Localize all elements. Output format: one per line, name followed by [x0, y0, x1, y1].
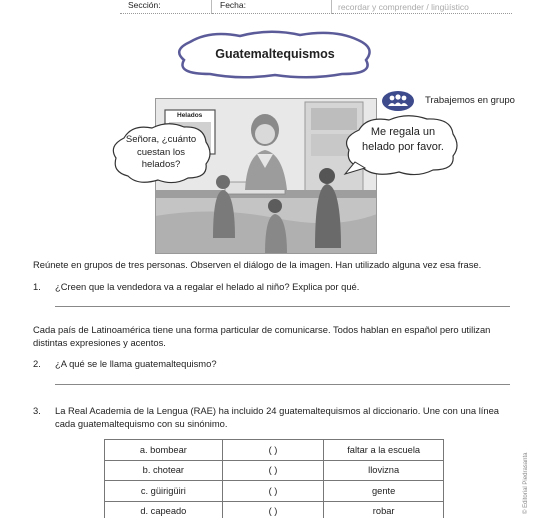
synonym-cell: faltar a la escuela — [324, 440, 444, 461]
bubble-child-text — [116, 134, 206, 172]
date-label: Fecha: — [220, 0, 246, 10]
answer-blank[interactable]: ( ) — [222, 460, 324, 481]
question-3-number: 3. — [33, 405, 41, 416]
question-1-number: 1. — [33, 281, 41, 292]
question-2-answer-line[interactable] — [55, 384, 510, 385]
table-row — [105, 440, 444, 461]
speech-bubble-child — [110, 120, 214, 190]
table-row — [105, 481, 444, 502]
question-1-text: ¿Creen que la vendedora va a regalar el helado al niño? Explica por qué. — [55, 281, 360, 292]
term-cell: a. bombear — [105, 440, 223, 461]
paragraph-line: distintas expresiones y acentos. — [33, 336, 166, 348]
term-cell: b. chotear — [105, 460, 223, 481]
bubble-child-line: helados? — [141, 159, 181, 170]
bubble-child-line: cuestan los — [136, 146, 186, 158]
title-cloud — [170, 28, 380, 80]
term-cell: c. güirigüiri — [105, 481, 223, 502]
speech-bubble-boy — [343, 112, 461, 182]
shop-sign-text: Helados — [177, 112, 203, 119]
question-3-line: cada guatemaltequismo con su sinónimo. — [55, 417, 228, 429]
table-row — [105, 501, 444, 518]
question-1-answer-line[interactable] — [55, 306, 510, 307]
date-field[interactable] — [212, 0, 332, 14]
term-cell: d. capeado — [105, 501, 223, 518]
question-2-text: ¿A qué se le llama guatemaltequismo? — [55, 358, 217, 369]
bubble-boy-line: helado por favor. — [362, 141, 444, 153]
competency-text: recordar y comprender / lingüístico — [338, 2, 469, 12]
synonym-cell: gente — [324, 481, 444, 502]
bubble-child-line: Señora, ¿cuánto — [125, 134, 197, 145]
synonym-cell: llovizna — [324, 460, 444, 481]
bubble-boy-line: Me regala un — [370, 126, 436, 138]
section-label: Sección: — [128, 0, 161, 10]
question-2-number: 2. — [33, 358, 41, 369]
group-work-label: Trabajemos en grupo — [425, 95, 515, 106]
page-title: Guatemaltequismos — [215, 47, 335, 61]
intro-instruction: Reúnete en grupos de tres personas. Observen el diálogo de la imagen. Han utilizado alguna vez esa frase. — [33, 259, 482, 270]
section-field[interactable] — [120, 0, 212, 14]
question-3-line: La Real Academia de la Lengua (RAE) ha incluido 24 guatemaltequismos al diccionario. Une con una línea — [55, 405, 500, 416]
matching-table — [104, 439, 444, 518]
publisher-credit — [517, 438, 529, 516]
answer-blank[interactable]: ( ) — [222, 440, 324, 461]
worksheet-header — [0, 0, 550, 14]
paragraph-line: Cada país de Latinoamérica tiene una forma particular de comunicarse. Todos hablan en español pero utilizan — [33, 324, 491, 335]
competency-cell — [332, 0, 512, 14]
question-3-text — [55, 405, 515, 430]
context-paragraph — [33, 324, 518, 349]
bubble-boy-text — [351, 125, 455, 155]
table-row — [105, 460, 444, 481]
answer-blank[interactable]: ( ) — [222, 501, 324, 518]
publisher-credit-text: © Editorial Piedrasanta — [523, 452, 529, 514]
synonym-cell: robar — [324, 501, 444, 518]
answer-blank[interactable]: ( ) — [222, 481, 324, 502]
group-work-icon — [381, 90, 415, 112]
